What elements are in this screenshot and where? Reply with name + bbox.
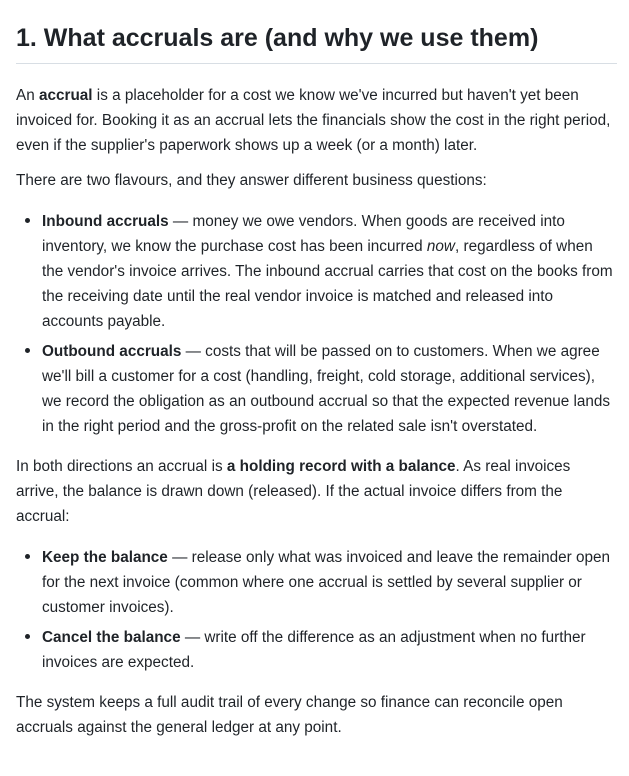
inbound-emphasis: now [426, 238, 455, 255]
list-item-cancel [42, 624, 617, 675]
intro-paragraph [16, 83, 617, 158]
keep-text: — release only what was invoiced and leave the remainder open for the next invoice (common where one accrual is settled by several supplier or customer invoices). [42, 549, 610, 616]
audit-paragraph: The system keeps a full audit trail of every change so finance can reconcile open accruals against the general ledger at any point. [16, 694, 563, 736]
cancel-text: — write off the difference as an adjustment when no further invoices are expected. [42, 629, 586, 671]
list-item-outbound [42, 338, 617, 439]
list-item-inbound [42, 208, 617, 334]
inbound-term: Inbound accruals [42, 213, 169, 230]
accrual-term: accrual [38, 87, 93, 104]
flavours-paragraph: There are two flavours, and they answer different business questions: [16, 172, 487, 189]
inbound-text-2: , regardless of when the vendor's invoice arrives. The inbound accrual carries that cost on the books from the receiving date until the real vendor invoice is matched and released into accounts payable. [42, 238, 613, 330]
balance-options-list [16, 544, 617, 675]
section-heading: 1. What accruals are (and why we use them) [16, 0, 617, 64]
intro-text-2: is a placeholder for a cost we know we've incurred but haven't yet been invoiced for. Booking it as an accrual lets the financials show the cost in the right period, even if the supplier's paperwork shows up a week (or a month) later. [16, 87, 611, 154]
intro-text-1: An [16, 87, 39, 104]
cancel-term: Cancel the balance [42, 629, 181, 646]
list-item-keep [42, 544, 617, 620]
holding-record-term: a holding record with a balance [226, 458, 456, 475]
outbound-text-1: — costs that will be passed on to customers. When we agree we'll bill a customer for a cost (handling, freight, cold storage, additional services), we record the obligation as an outbound accrual so that the expected revenue lands in the right period and the gross-profit on the related sale isn't overstated. [42, 343, 611, 435]
flavours-list [16, 208, 617, 439]
outbound-term: Outbound accruals [42, 343, 182, 360]
both-text-2: . As real invoices arrive, the balance is drawn down (released). If the actual invoice differs from the accrual: [16, 458, 571, 525]
both-text-1: In both directions an accrual is [16, 458, 227, 475]
both-directions-paragraph [16, 454, 617, 529]
keep-term: Keep the balance [42, 549, 168, 566]
inbound-text-1: — money we owe vendors. When goods are received into inventory, we know the purchase cost has been incurred [42, 213, 565, 255]
